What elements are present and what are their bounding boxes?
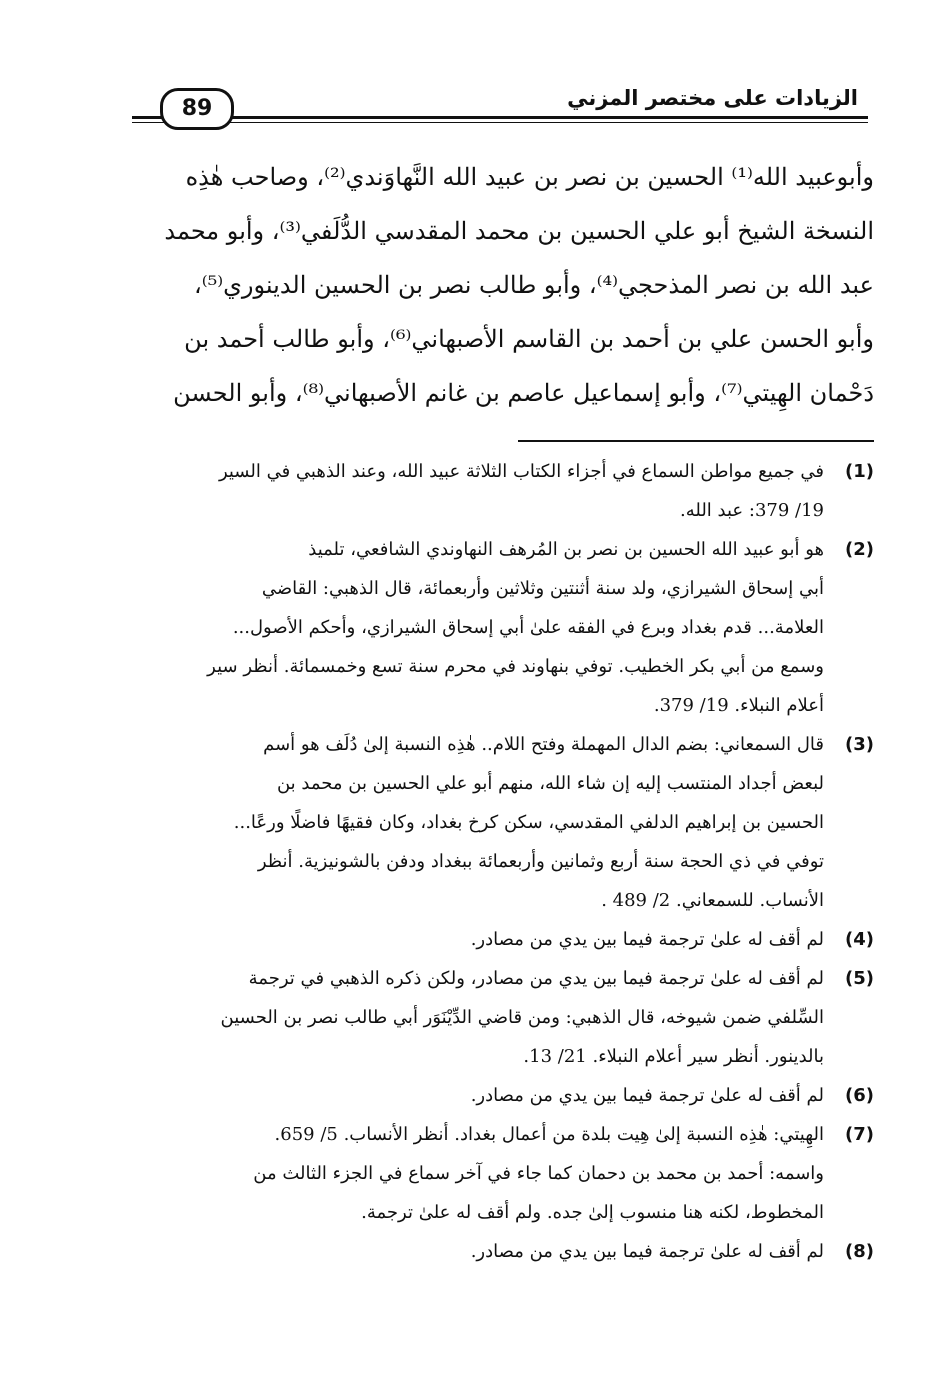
footnote-line: توفي في ذي الحجة سنة أربع وثمانين وأربعمائة ببغداد ودفن بالشونيزية. أنظر <box>257 851 824 872</box>
body-line: النسخة الشيخ أبو علي الحسين بن محمد المقدسي الدُّلَفي⁽³⁾، وأبو محمد <box>164 217 874 245</box>
footnote-line: لبعض أجداد المنتسب إليه إن شاء الله، منهم أبو علي الحسين بن محمد بن <box>276 773 824 794</box>
footnote-number: (2) <box>845 539 874 560</box>
footnote-6 <box>128 1076 874 1115</box>
footnote-line: العلامة... قدم بغداد وبرع في الفقه علىٰ أبي إسحاق الشيرازي، وأحكم الأصول... <box>232 617 824 638</box>
running-title: الزيادات على مختصر المزني <box>567 86 858 110</box>
footnote-number: (6) <box>845 1085 874 1106</box>
footnote-number: (4) <box>845 929 874 950</box>
footnote-number: (7) <box>845 1124 874 1145</box>
footnote-3 <box>128 725 874 920</box>
footnote-line: الهِيتي: هٰذِه النسبة إلىٰ هِيت بلدة من أعمال بغداد. أنظر الأنساب. 5/ 659. <box>274 1124 824 1145</box>
footnote-line: المخطوط، لكنه هنا منسوب إلىٰ جده. ولم أقف له علىٰ ترجمة. <box>361 1202 824 1223</box>
footnote-number: (5) <box>845 968 874 989</box>
header-rule-thin <box>132 122 868 123</box>
footnote-8 <box>128 1232 874 1271</box>
footnote-5 <box>128 959 874 1076</box>
footnote-line: قال السمعاني: بضم الدال المهملة وفتح اللام.. هٰذِه النسبة إلىٰ دُلَف هو أسم <box>263 734 824 755</box>
footnote-line: الأنساب. للسمعاني. 2/ 489 . <box>601 890 824 911</box>
body-text <box>128 150 874 420</box>
body-line: دَحْمان الهِيتي⁽⁷⁾، وأبو إسماعيل عاصم بن غانم الأصبهاني⁽⁸⁾، وأبو الحسن <box>173 379 874 407</box>
footnote-line: بالدينور. أنظر سير أعلام النبلاء. 21/ 13. <box>523 1046 824 1067</box>
footnote-line: السِّلفي ضمن شيوخه، قال الذهبي: ومن قاضي الدِّيْنَوَر أبي طالب نصر بن الحسين <box>220 1007 824 1028</box>
footnote-line: واسمه: أحمد بن محمد بن دحمان كما جاء في آخر سماع في الجزء الثالث من <box>253 1163 824 1184</box>
page-number: 89 <box>160 88 234 130</box>
footnote-number: (8) <box>845 1241 874 1262</box>
footnote-2 <box>128 530 874 725</box>
footnote-line: وسمع من أبي بكر الخطيب. توفي بنهاوند في محرم سنة تسع وخمسمائة. أنظر سير <box>207 656 824 677</box>
footnote-1 <box>128 452 874 530</box>
footnote-line: هو أبو عبيد الله الحسين بن نصر بن المُرهف النهاوندي الشافعي، تلميذ <box>308 539 824 560</box>
body-line: عبد الله بن نصر المذحجي⁽⁴⁾، وأبو طالب نصر بن الحسين الدينوري⁽⁵⁾، <box>193 271 874 299</box>
footnote-line: 19/ 379: عبد الله. <box>679 500 824 521</box>
footnote-line: الحسين بن إبراهيم الدلفي المقدسي، سكن كرخ بغداد، وكان فقيهًا فاضلًا ورعًا... <box>233 812 824 833</box>
footnote-7 <box>128 1115 874 1232</box>
footnote-number: (1) <box>845 461 874 482</box>
body-line: وأبوعبيد الله⁽¹⁾ الحسين بن نصر بن عبيد الله النَّهاوَندي⁽²⁾، وصاحب هٰذِه <box>185 163 874 191</box>
footnote-separator <box>518 440 874 442</box>
footnote-number: (3) <box>845 734 874 755</box>
footnote-4 <box>128 920 874 959</box>
footnote-line: لم أقف له علىٰ ترجمة فيما بين يدي من مصادر. <box>470 1241 824 1262</box>
footnote-line: لم أقف له علىٰ ترجمة فيما بين يدي من مصادر، ولكن ذكره الذهبي في ترجمة <box>248 968 824 989</box>
footnote-line: في جميع مواطن السماع في أجزاء الكتاب الثلاثة عبيد الله، وعند الذهبي في السير <box>218 461 824 482</box>
footnote-line: أبي إسحاق الشيرازي، ولد سنة أثنتين وثلاثين وأربعمائة، قال الذهبي: القاضي <box>261 578 824 599</box>
footnotes <box>128 452 874 1271</box>
footnote-line: أعلام النبلاء. 19/ 379. <box>653 695 824 716</box>
body-line: وأبو الحسن علي بن أحمد بن القاسم الأصبهاني⁽⁶⁾، وأبو طالب أحمد بن <box>184 325 874 353</box>
footnote-line: لم أقف له علىٰ ترجمة فيما بين يدي من مصادر. <box>470 1085 824 1106</box>
footnote-line: لم أقف له علىٰ ترجمة فيما بين يدي من مصادر. <box>470 929 824 950</box>
header-rule-thick <box>132 116 868 119</box>
